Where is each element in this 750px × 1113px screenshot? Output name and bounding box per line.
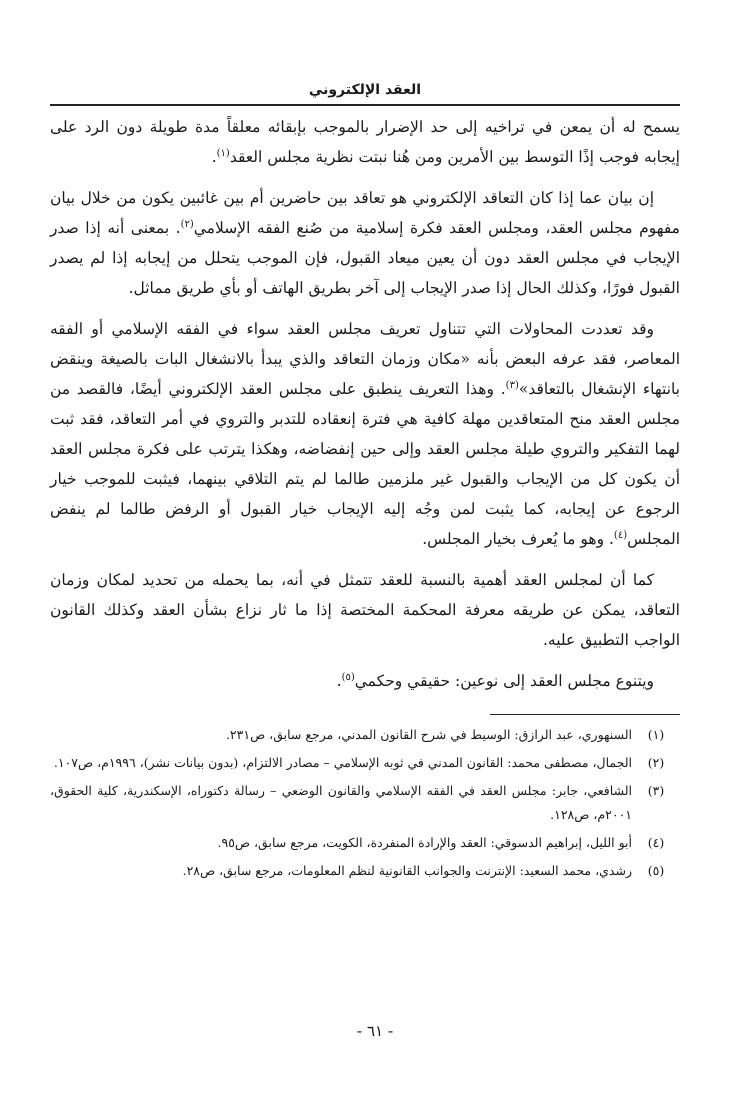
footnote-text: أبو الليل، إبراهيم الدسوقي: العقد والإرادة المنفردة، الكويت، مرجع سابق، ص٩٥. [217,835,632,850]
footnote-2 [50,751,680,775]
footnote-1 [50,723,680,747]
footnote-3 [50,779,680,827]
main-text [50,112,680,696]
footnote-text: رشدي، محمد السعيد: الإنترنت والجوانب القانونية لنظم المعلومات، مرجع سابق، ص٢٨. [182,863,632,878]
footnote-divider [490,714,680,715]
footnote-number: (٢) [647,755,665,770]
page-number: - ٦١ - [356,1022,394,1040]
paragraph-1: يسمح له أن يمعن في تراخيه إلى حد الإضرار بالموجب بإبقائه معلقاً مدة طويلة دون الرد على إيجابه فوجب إذًا التوسط بين الأمرين ومن هُنا نبتت نظرية مجلس العقد$^{(١)}$. [50,118,680,166]
running-header [50,78,680,106]
footnote-ref-4[interactable]: (٤) [613,529,628,541]
book-page [50,78,680,887]
footnote-text: الشافعي، جابر: مجلس العقد في الفقه الإسلامي والقانون الوضعي – رسالة دكتوراه، الإسكندرية، كلية الحقوق، ٢٠٠١م، ص١٢٨. [50,783,632,822]
paragraph-3: وقد تعددت المحاولات التي تتناول تعريف مجلس العقد سواء في الفقه الإسلامي أو الفقه المعاصر، فقد عرفه البعض بأنه «مكان وزمان التعاقد والذي يبدأ بالانشغال البات بالصيغة وينقض بانتهاء الإنشغال بالتعاقد»$^{(٣)}$. وهذا التعريف ينطبق على مجلس العقد الإلكتروني أيضًا، فالقصد من مجلس العقد منح المتعاقدين مهلة كافية هي فترة إنعقاده للتدبر والتروي في أمر التعاقد، فقد ثبت لهما التفكير والتروي طيلة مجلس العقد وإلى حين إنفضاضه، وهكذا يترتب على فكرة مجلس العقد أن يكون كل من الإيجاب والقبول غير ملزمين طالما لم يتم التلاقي بينهما، فيثبت للموجب خيار الرجوع عن إيجابه، كما يثبت لمن وجُه إليه الإيجاب خيار القبول أو الرفض طالما لم ينفض المجلس$^{(٤)}$. وهو ما يُعرف بخيار المجلس. [50,320,680,548]
footnote-text: الجمال، مصطفى محمد: القانون المدني في ثوبه الإسلامي – مصادر الالتزام، (بدون بيانات نشر)، ١٩٩٦م، ص١٠٧. [53,755,632,770]
footnote-number: (٣) [647,783,665,798]
footnote-number: (١) [647,727,665,742]
footnote-ref-1[interactable]: (١) [216,147,230,159]
running-title: العقد الإلكتروني [308,82,422,98]
footnote-text: السنهوري، عبد الرازق: الوسيط في شرح القانون المدني، مرجع سابق، ص٢٣١. [225,727,632,742]
footnote-number: (٥) [647,863,665,878]
footnote-ref-3[interactable]: (٣) [505,379,519,391]
footnote-5 [50,859,680,883]
footnote-ref-5[interactable]: (٥) [341,671,355,683]
footnote-4 [50,831,680,855]
paragraph-2: إن بيان عما إذا كان التعاقد الإلكتروني هو تعاقد بين حاضرين أم بين غائبين يكون من خلال بيان مفهوم مجلس العقد، ومجلس العقد فكرة إسلامية من صُنع الفقه الإسلامي$^{(٢)}$. بمعنى أنه إذا صدر الإيجاب في مجلس العقد دون أن يعين ميعاد القبول، فإن الموجب يتحلل من إيجابه إذا لم يصدر القبول فورًا، وكذلك الحال إذا صدر الإيجاب إلى آخر بطريق الهاتف أو بأي طريق مماثل. [50,189,680,297]
footnotes [50,723,680,883]
paragraph-4: كما أن لمجلس العقد أهمية بالنسبة للعقد تتمثل في أنه، بما يحمله من تحديد لمكان وزمان التعاقد، يمكن عن طريقه معرفة المحكمة المختصة إذا ما ثار نزاع بشأن العقد وكذلك القانون الواجب التطبيق عليه. [50,571,680,649]
paragraph-5: ويتنوع مجلس العقد إلى نوعين: حقيقي وحكمي$^{(٥)}$. [336,671,654,690]
footnote-ref-2[interactable]: (٢) [180,218,194,230]
footnote-number: (٤) [647,835,665,850]
